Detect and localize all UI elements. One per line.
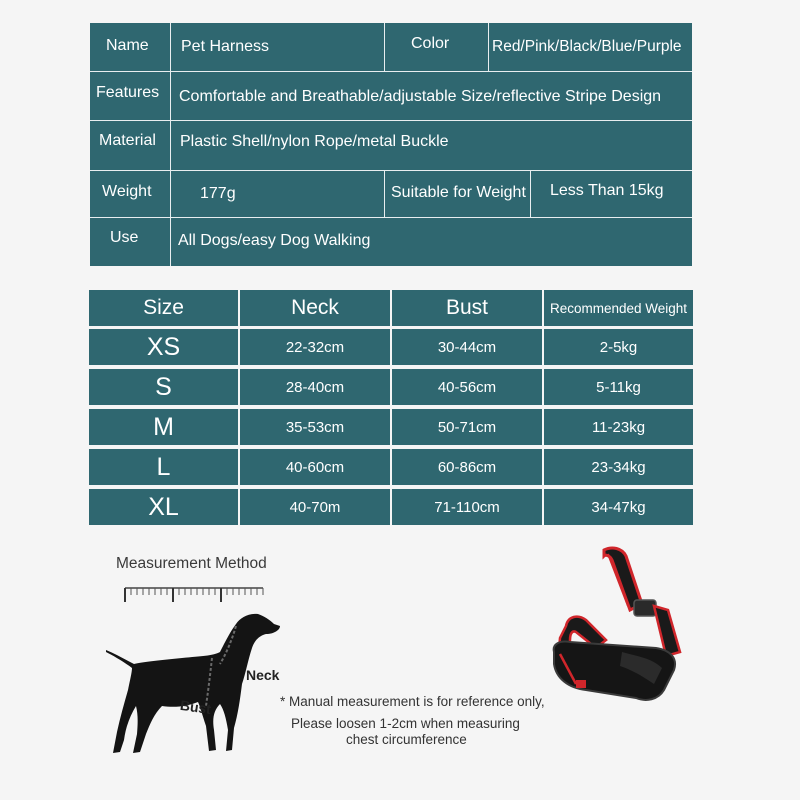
name-label: Name — [106, 37, 149, 54]
material-label: Material — [99, 132, 156, 149]
suitable-weight-label: Suitable for Weight — [391, 184, 526, 201]
neck-cell: 28-40cm — [285, 378, 345, 396]
size-header: Size — [143, 296, 184, 319]
material-value: Plastic Shell/nylon Rope/metal Buckle — [180, 133, 449, 150]
size-cell: XS — [146, 332, 181, 361]
neck-cell: 40-70m — [289, 498, 341, 516]
weight-cell: 5-11kg — [596, 378, 641, 396]
weight-header: Recommended Weight — [549, 300, 688, 316]
size-header-row — [89, 290, 693, 326]
col-divider — [530, 170, 531, 217]
neck-cell: 40-60cm — [285, 458, 345, 476]
color-value: Red/Pink/Black/Blue/Purple — [492, 38, 682, 55]
neck-label: Neck — [246, 667, 280, 683]
dog-silhouette-icon — [102, 610, 292, 760]
neck-cell: 22-32cm — [285, 338, 345, 356]
features-value: Comfortable and Breathable/adjustable Size/reflective Stripe Design — [179, 88, 662, 105]
bust-cell: 60-86cm — [437, 458, 497, 476]
size-cell: S — [155, 372, 172, 401]
row-divider — [90, 120, 692, 121]
table-row — [89, 489, 693, 525]
size-cell: L — [156, 452, 171, 481]
measurement-title: Measurement Method — [116, 555, 267, 572]
weight-cell: 11-23kg — [591, 418, 646, 436]
note-line-3: chest circumference — [346, 732, 467, 747]
bust-header: Bust — [445, 296, 489, 319]
use-value: All Dogs/easy Dog Walking — [178, 232, 371, 249]
table-row — [89, 449, 693, 485]
features-label: Features — [96, 84, 160, 101]
size-cell: M — [153, 412, 174, 441]
spec-table — [90, 23, 692, 266]
col-divider — [170, 23, 171, 266]
table-row — [89, 329, 693, 365]
neck-cell: 35-53cm — [285, 418, 345, 436]
name-value: Pet Harness — [181, 38, 270, 55]
weight-cell: 2-5kg — [599, 338, 638, 356]
table-row — [89, 369, 693, 405]
harness-image — [546, 544, 694, 704]
col-divider — [384, 170, 385, 217]
row-divider — [90, 170, 692, 171]
weight-cell: 23-34kg — [591, 458, 646, 476]
bust-cell: 40-56cm — [437, 378, 497, 396]
row-divider — [90, 217, 692, 218]
size-chart-table — [89, 290, 693, 525]
table-row — [89, 409, 693, 445]
ruler-icon — [122, 582, 266, 604]
bust-cell: 30-44cm — [437, 338, 497, 356]
bust-cell: 71-110cm — [434, 498, 500, 516]
suitable-weight-value: Less Than 15kg — [550, 182, 664, 199]
weight-label: Weight — [102, 183, 152, 200]
note-line-2: Please loosen 1-2cm when measuring — [291, 716, 520, 731]
weight-value: 177g — [200, 185, 236, 202]
neck-header: Neck — [291, 296, 339, 319]
use-label: Use — [110, 229, 139, 246]
color-label: Color — [411, 35, 450, 52]
col-divider — [384, 23, 385, 71]
note-line-1: * Manual measurement is for reference only, — [280, 694, 545, 709]
row-divider — [90, 71, 692, 72]
col-divider — [488, 23, 489, 71]
weight-cell: 34-47kg — [591, 498, 646, 516]
bust-cell: 50-71cm — [437, 418, 497, 436]
bust-label: Bust — [179, 696, 213, 718]
size-cell: XL — [148, 492, 179, 521]
